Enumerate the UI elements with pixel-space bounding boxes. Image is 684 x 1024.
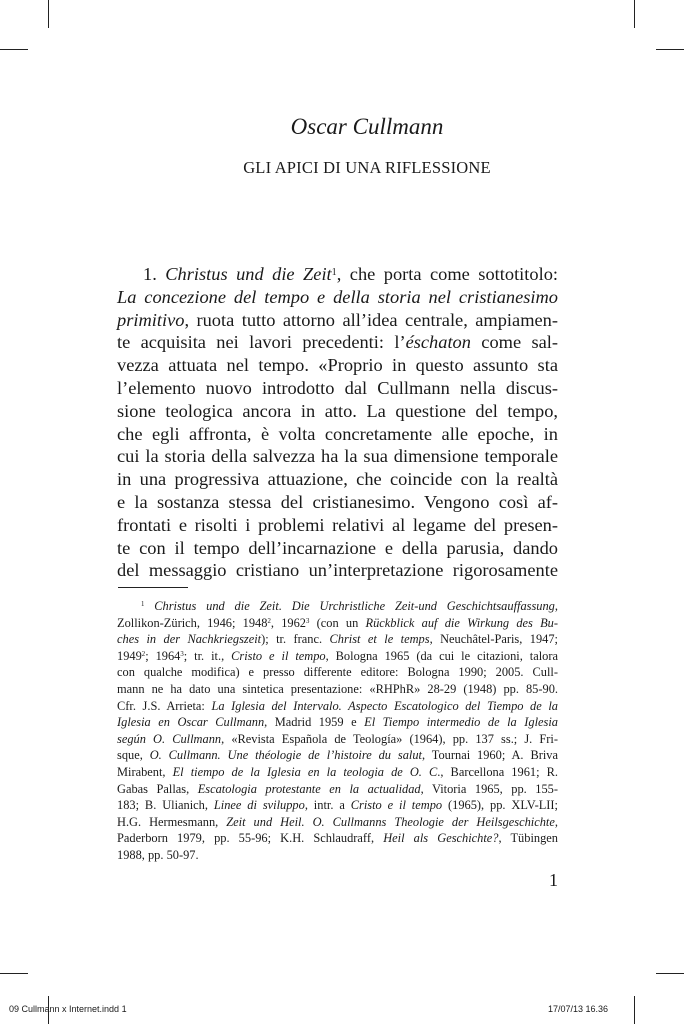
text-segment: sione teologica ancora in atto. La questione del tempo, [117,400,558,421]
text-line [117,681,558,698]
text-line [117,598,558,615]
text-line [117,445,558,468]
text-segment: come sal- [470,332,558,353]
text-segment: , Neuchâtel-Paris, 1947; [429,632,558,647]
text-line [117,731,558,748]
text-segment: e la sostanza stessa del cristianesimo. Vengono così af- [117,491,558,512]
text-line [117,559,558,582]
text-line [117,354,558,377]
text-segment: sque, [117,748,150,763]
text-segment: éschaton [405,332,471,353]
text-segment: Rückblick auf die Wirkung des Bu- [365,615,558,630]
text-segment: Christus und die Zeit. Die Urchristliche Zeit-und Geschichtsauffassung [154,599,555,613]
text-line [117,331,558,354]
text-segment: 3 [180,650,184,658]
text-line [117,747,558,764]
text-segment: Christus und die Zeit [165,264,332,284]
slug-timestamp: 17/07/13 16.36 [548,1004,609,1014]
text-line [117,847,558,864]
text-segment: , 1962 [270,615,306,630]
text-segment: ; 1964 [145,648,181,663]
text-line [117,698,558,715]
crop-mark [656,973,684,974]
text-segment: El tiempo de la Iglesia en la teologia de O. C [172,764,438,779]
text-line [117,714,558,731]
text-line [117,781,558,798]
text-segment: (con un [309,615,366,630]
text-line [117,514,558,537]
text-segment: según O. Cullmann [117,731,222,746]
text-segment: 2 [141,650,146,658]
text-segment: che egli affronta, è volta concretamente alle epoche, in [117,423,558,444]
text-segment: vezza attuata nel tempo. «Proprio in questo assunto sta [117,355,558,376]
text-segment: , intr. a [304,798,351,813]
text-segment: La concezione del tempo e della storia nel cristianesimo [117,286,558,307]
text-segment: , ruota tutto attorno all’idea centrale, ampiamen- [184,309,558,330]
text-line [117,797,558,814]
footnote-text [117,598,558,864]
text-segment: Paderborn 1979, pp. 55-96; K.H. Schlaudraff, [117,831,384,846]
text-segment: mann ne ha dato una sintetica presentazione: «RHPhR» 28-29 (1948) pp. 85-90. [117,681,558,696]
crop-mark [634,996,635,1024]
text-line [117,830,558,847]
text-segment: , Tübingen [498,831,558,846]
text-line [117,309,558,332]
footnote-rule [118,587,188,588]
text-line [117,263,558,286]
page-number: 1 [549,870,558,890]
text-segment: 3 [305,617,310,625]
text-segment: primitivo [117,309,185,330]
text-segment: ches in der Nachkriegszeit [117,632,262,647]
text-line [117,491,558,514]
crop-mark [634,0,635,28]
text-segment: Christ et le temps [329,632,430,647]
text-line [117,631,558,648]
text-segment: frontati e risolti i problemi relativi al legame del presen- [117,514,558,535]
body-text [117,263,558,582]
text-segment: , Tournai 1960; A. Briva [422,748,558,763]
text-segment: El Tiempo intermedio de la Iglesia [364,715,559,730]
text-segment: Iglesia en Oscar Cullmann [117,715,265,730]
text-line [117,648,558,665]
text-segment: , Vitoria 1965, pp. 155- [420,781,558,796]
text-line [117,468,558,491]
text-segment: 1 [331,267,337,278]
text-segment: l’elemento nuovo introdotto dal Cullmann nella discus- [117,377,558,398]
text-segment: , «Revista Española de Teología» (1964), pp. 137 ss.; J. Fri- [221,731,558,746]
text-segment: Cfr. J.S. Arrieta: [117,698,212,713]
text-segment: del messaggio cristiano un’interpretazione rigorosamente [117,560,558,581]
text-segment: ; tr. it., [183,648,232,663]
text-segment: O. Cullmann. Une théologie de l’histoire du salut [149,748,422,763]
text-segment: Zeit und Heil. O. Cullmanns Theologie der Heilsgeschichte [226,814,555,829]
slug-filename: 09 Cullmann x Internet.indd 1 [9,1004,127,1014]
text-segment: 1988, pp. 50-97. [117,847,199,862]
text-segment: Gabas Pallas, [117,781,198,796]
text-segment: Heil als Geschichte? [383,831,499,846]
crop-mark [0,973,28,974]
text-segment: Mirabent, [117,764,173,779]
text-segment: in una progressiva attuazione, che coincide con la realtà [117,469,558,490]
chapter-subtitle: GLI APICI DI UNA RIFLESSIONE [243,158,491,177]
text-segment: , [554,814,558,829]
text-segment: 1 [141,601,145,608]
text-line [117,377,558,400]
text-line [117,537,558,560]
text-segment: (1965), pp. XLV-LII; [442,798,558,813]
text-segment: 1. [143,264,166,284]
text-segment: Cristo e il tempo [350,798,443,813]
text-line [117,764,558,781]
text-segment [144,599,154,613]
text-segment: cui la storia della salvezza ha la sua dimensione temporale [117,446,558,467]
text-segment: ); tr. franc. [261,632,330,647]
text-segment: , Madrid 1959 e [264,715,365,730]
text-segment: Linee di sviluppo [213,798,305,813]
text-segment: La Iglesia del Intervalo. Aspecto Escatologico del Tiempo de la [211,698,558,713]
text-segment: te acquisita nei lavori precedenti: l’ [117,332,406,353]
author-heading: Oscar Cullmann [290,114,444,139]
text-line [117,664,558,681]
text-segment: 183; B. Ulianich, [117,798,214,813]
crop-mark [48,0,49,28]
text-segment: , Bologna 1965 (da cui le citazioni, talora [325,648,558,663]
text-segment: H.G. Hermesmann, [117,814,227,829]
text-line [117,423,558,446]
text-line [117,814,558,831]
text-segment: 2 [267,617,271,625]
text-segment: , [554,599,558,613]
text-segment: , che porta come sottotitolo: [336,264,559,284]
text-segment: Escatologia protestante en la actualidad [197,781,421,796]
text-line [117,615,558,632]
crop-mark [656,49,684,50]
text-line [117,400,558,423]
crop-mark [0,49,28,50]
text-segment: Cristo e il tempo [231,648,326,663]
text-line [117,286,558,309]
text-segment: con qualche modifica) e presso differente editore: Bologna 1990; 2005. Cull- [117,665,558,680]
text-segment: Zollikon-Zürich, 1946; 1948 [117,615,268,630]
text-segment: ., Barcellona 1961; R. [437,764,558,779]
text-segment: 1949 [117,648,142,663]
text-segment: te con il tempo dell’incarnazione e della parusia, dando [117,537,558,558]
